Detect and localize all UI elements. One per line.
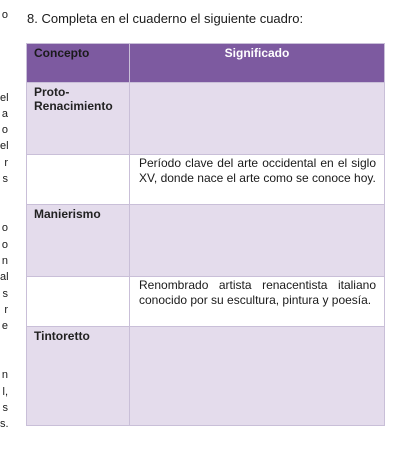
row-description: Período clave del arte occidental en el siglo XV, donde nace el arte como se conoce hoy. xyxy=(130,155,385,205)
row-description[interactable] xyxy=(130,205,385,277)
row-description[interactable] xyxy=(130,327,385,426)
margin-fragment: s xyxy=(2,173,8,185)
row-term[interactable] xyxy=(27,277,130,327)
row-term: Manierismo xyxy=(27,205,130,277)
margin-fragment: n xyxy=(1,369,8,381)
exercise-heading: 8. Completa en el cuaderno el siguiente cuadro: xyxy=(27,11,304,26)
row-description[interactable] xyxy=(130,83,385,155)
margin-fragment: al xyxy=(0,271,9,283)
row-term: Tintoretto xyxy=(27,327,130,426)
row-term[interactable] xyxy=(27,155,130,205)
margin-fragment: a xyxy=(1,108,8,120)
margin-fragment: o xyxy=(1,239,8,251)
margin-fragment: el xyxy=(0,92,9,104)
margin-fragment: o xyxy=(1,222,8,234)
concept-table xyxy=(26,43,385,426)
margin-fragment: l, xyxy=(2,386,8,398)
table-row xyxy=(27,205,385,277)
margin-fragment: el xyxy=(0,140,9,152)
row-term: Proto-Renacimiento xyxy=(27,83,130,155)
table-row xyxy=(27,155,385,205)
table-row xyxy=(27,83,385,155)
margin-fragment: o xyxy=(1,9,8,21)
margin-fragment: n xyxy=(1,255,8,267)
table-header-row xyxy=(27,44,385,83)
margin-fragment: s xyxy=(2,288,8,300)
margin-fragment: r xyxy=(4,304,8,316)
margin-fragment: s. xyxy=(0,418,9,430)
header-significado: Significado xyxy=(130,44,385,83)
margin-fragment: o xyxy=(1,124,8,136)
table-row xyxy=(27,277,385,327)
margin-fragment: r xyxy=(4,157,8,169)
left-margin-fragments xyxy=(0,0,8,473)
row-description: Renombrado artista renacentista italiano conocido por su escultura, pintura y poesía. xyxy=(130,277,385,327)
header-concepto: Concepto xyxy=(27,44,130,83)
table-row xyxy=(27,327,385,426)
margin-fragment: s xyxy=(2,402,8,414)
margin-fragment: e xyxy=(1,320,8,332)
